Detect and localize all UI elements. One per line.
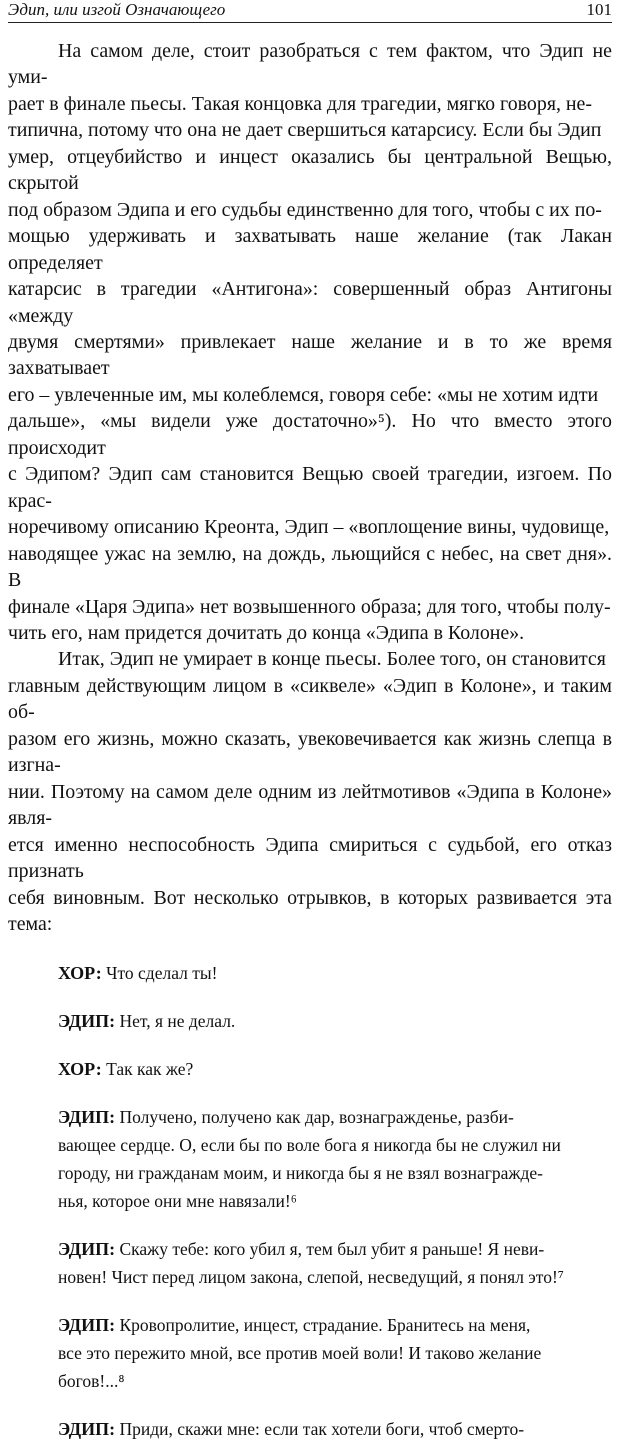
- text-line: главным действующим лицом в «сиквеле» «Эдип в Колоне», и таким об-: [8, 674, 612, 724]
- running-title: Эдип, или изгой Означающего: [8, 0, 226, 19]
- page-body: [8, 38, 612, 1443]
- speaker-name: ХОР:: [58, 1059, 102, 1080]
- quote-text-line: Нет, я не делал.: [119, 1011, 236, 1032]
- text-line: На самом деле, стоит разобраться с тем фактом, что Эдип не уми-: [8, 40, 612, 89]
- dialogue-line: [58, 1103, 612, 1215]
- page-number: 101: [586, 0, 612, 19]
- text-line: норечивому описанию Креонта, Эдип – «воплощение вины, чудовище,: [8, 516, 610, 539]
- speaker-name: ЭДИП:: [58, 1419, 116, 1440]
- text-line: Итак, Эдип не умирает в конце пьесы. Более того, он становится: [58, 648, 606, 671]
- text-line: разом его жизнь, можно сказать, увековечивается как жизнь слепца в изгна-: [8, 727, 612, 777]
- quote-text-line: Скажу тебе: кого убил я, тем был убит я раньше! Я неви-: [119, 1239, 545, 1260]
- text-line: с Эдипом? Эдип сам становится Вещью своей трагедии, изгоем. По крас-: [8, 463, 612, 512]
- quote-text-line: богов!...⁸: [58, 1371, 125, 1392]
- text-line: умер, отцеубийство и инцест оказались бы центральной Вещью, скрытой: [8, 145, 612, 195]
- quote-text-line: Приди, скажи мне: если так хотели боги, чтоб смерто-: [119, 1419, 525, 1440]
- dialogue-line: [58, 1311, 612, 1395]
- quote-text-line: Что сделал ты!: [106, 963, 218, 984]
- text-line: чить его, нам придется дочитать до конца «Эдипа в Колоне».: [8, 621, 525, 644]
- text-line: его – увлеченные им, мы колеблемся, говоря себе: «мы не хотим идти: [8, 383, 599, 406]
- dialogue-line: [58, 1415, 612, 1443]
- quote-text-line: нья, которое они мне навязали!⁶: [58, 1191, 297, 1212]
- speaker-name: ЭДИП:: [58, 1011, 116, 1032]
- quote-text-line: Кровопролитие, инцест, страдание. Бранитесь на меня,: [119, 1315, 531, 1336]
- dialogue-line: [58, 1235, 612, 1291]
- text-line: типична, потому что она не дает свершиться катарсису. Если бы Эдип: [8, 119, 602, 142]
- speaker-name: ЭДИП:: [58, 1239, 116, 1260]
- dialogue-line: [58, 959, 612, 987]
- dialogue-line: [58, 1007, 612, 1035]
- text-line: мощью удерживать и захватывать наше желание (так Лакан определяет: [8, 225, 612, 274]
- paragraph: [8, 646, 612, 937]
- text-line: двумя смертями» привлекает наше желание и в то же время захватывает: [8, 330, 612, 380]
- text-line: финале «Царя Эдипа» нет возвышенного образа; для того, чтобы полу-: [8, 595, 611, 618]
- quote-text-line: все это пережито мной, все против моей воли! И таково желание: [58, 1343, 542, 1364]
- quote-text-line: новен! Чист перед лицом закона, слепой, несведущий, я понял это!⁷: [58, 1267, 564, 1288]
- running-header: [8, 0, 612, 23]
- speaker-name: ЭДИП:: [58, 1107, 116, 1128]
- paragraph: [8, 38, 612, 646]
- dialogue-line: [58, 1055, 612, 1083]
- dialogue-quotes: [8, 959, 612, 1443]
- text-line: рает в финале пьесы. Такая концовка для трагедии, мягко говоря, не-: [8, 92, 593, 115]
- speaker-name: ХОР:: [58, 963, 102, 984]
- quote-text-line: Так как же?: [106, 1059, 194, 1080]
- quote-text-line: Получено, получено как дар, вознагражденье, разби-: [119, 1107, 514, 1128]
- speaker-name: ЭДИП:: [58, 1315, 116, 1336]
- quote-text-line: вающее сердце. О, если бы по воле бога я никогда бы не служил ни: [58, 1135, 561, 1156]
- text-line: дальше», «мы видели уже достаточно»⁵). Но что вместо этого происходит: [8, 410, 612, 459]
- text-line: под образом Эдипа и его судьбы единственно для того, чтобы с их по-: [8, 198, 602, 221]
- text-line: наводящее ужас на землю, на дождь, льющийся с небес, на свет дня». В: [8, 542, 612, 592]
- text-line: нии. Поэтому на самом деле одним из лейтмотивов «Эдипа в Колоне» явля-: [8, 780, 612, 830]
- quote-text-line: городу, ни гражданам моим, и никогда бы я не взял вознагражде-: [58, 1163, 544, 1184]
- text-line: ется именно неспособность Эдипа смириться с судьбой, его отказ признать: [8, 833, 612, 883]
- text-line: катарсис в трагедии «Антигона»: совершенный образ Антигоны «между: [8, 278, 612, 327]
- text-line: себя виновным. Вот несколько отрывков, в которых развивается эта тема:: [8, 886, 612, 935]
